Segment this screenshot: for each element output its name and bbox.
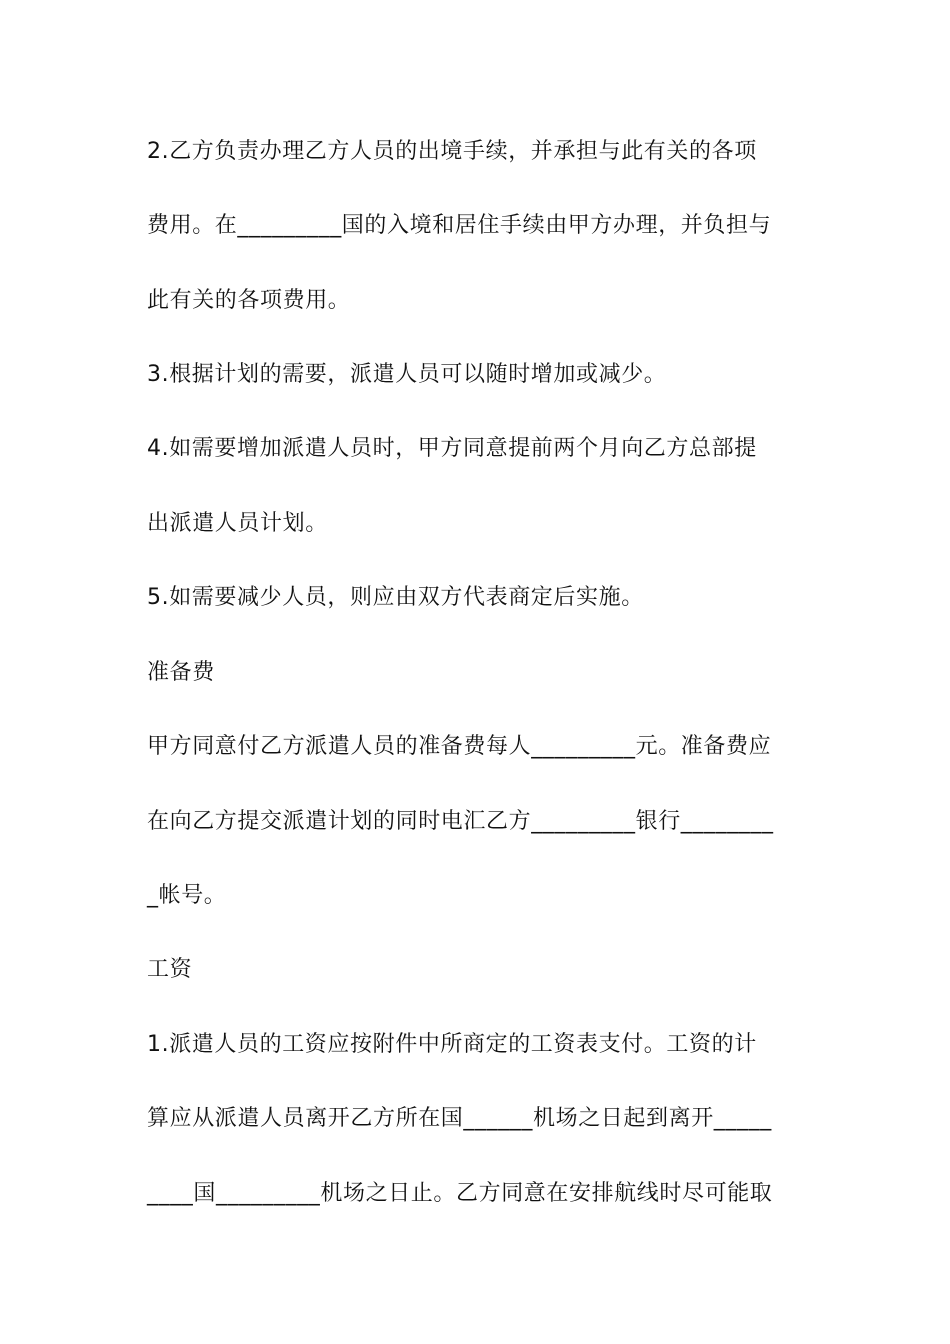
text-line: 在向乙方提交派遣计划的同时电汇乙方_________银行________ [147, 809, 774, 834]
text-line: 此有关的各项费用。 [147, 288, 351, 313]
section-heading: 工资 [147, 957, 193, 982]
text-line: 5.如需要减少人员，则应由双方代表商定后实施。 [147, 585, 644, 610]
text-line: 算应从派遣人员离开乙方所在国______机场之日起到离开_____ [147, 1106, 772, 1131]
text-line: 出派遣人员计划。 [147, 511, 328, 536]
text-line: 3.根据计划的需要，派遣人员可以随时增加或减少。 [147, 362, 667, 387]
text-line: 1.派遣人员的工资应按附件中所商定的工资表支付。工资的计 [147, 1032, 757, 1057]
text-line: ____国_________机场之日止。乙方同意在安排航线时尽可能取 [147, 1181, 773, 1206]
text-line: 2.乙方负责办理乙方人员的出境手续，并承担与此有关的各项 [147, 139, 757, 164]
text-line: 甲方同意付乙方派遣人员的准备费每人_________元。准备费应 [147, 734, 772, 759]
text-line: 4.如需要增加派遣人员时，甲方同意提前两个月向乙方总部提 [147, 436, 757, 461]
section-heading: 准备费 [147, 660, 215, 685]
text-line: 费用。在_________国的入境和居住手续由甲方办理，并负担与 [147, 213, 772, 238]
text-line: _帐号。 [147, 883, 227, 908]
